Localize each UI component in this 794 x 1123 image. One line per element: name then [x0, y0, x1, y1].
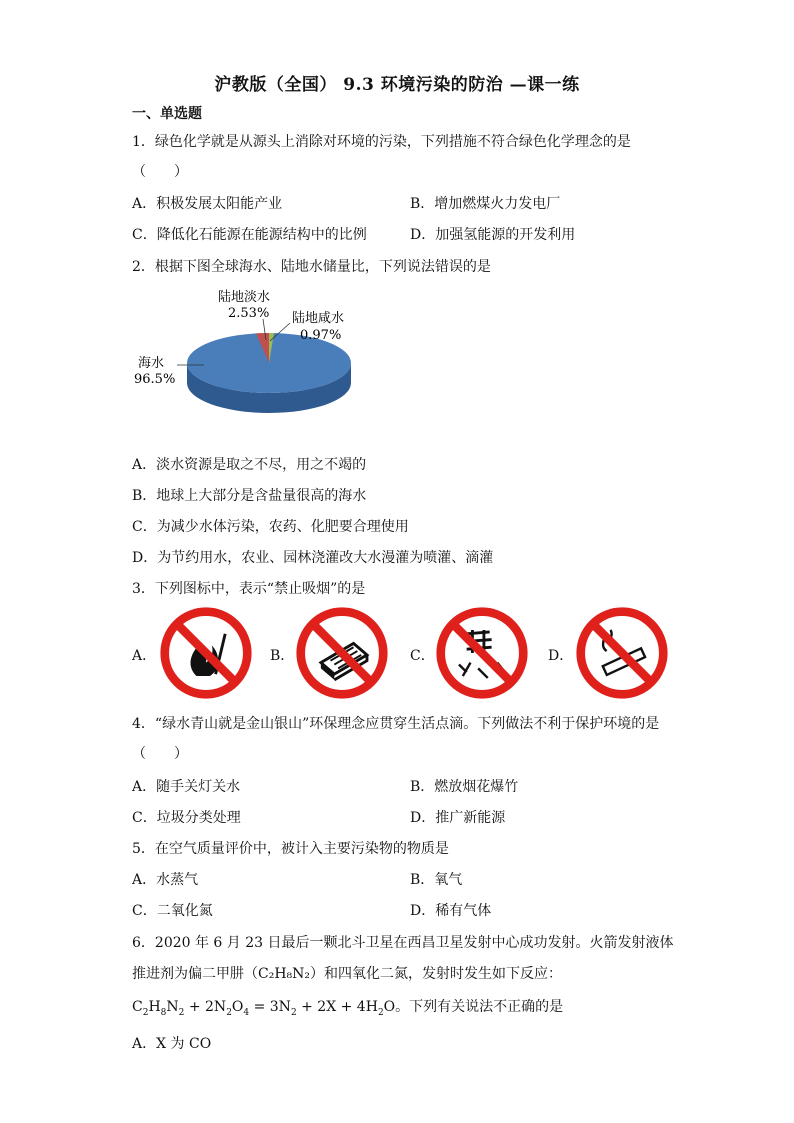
label-saltwater: 陆地咸水 — [292, 311, 345, 326]
q1-option-a[interactable]: A．积极发展太阳能产业 — [132, 196, 283, 212]
water-pie-chart — [132, 285, 362, 445]
q2-option-d[interactable]: D．为节约用水，农业、园林浇灌改大水漫灌为喷灌、滴灌 — [132, 550, 494, 566]
page-title: 沪教版（全国） 9.3 环境污染的防治 —课一练 — [214, 75, 580, 95]
label-freshwater: 陆地淡水 — [218, 290, 271, 305]
q2-option-a[interactable]: A．淡水资源是取之不尽，用之不竭的 — [132, 457, 367, 473]
q6-option-a[interactable]: A．X 为 CO — [132, 1036, 212, 1052]
q5-option-d[interactable]: D．稀有气体 — [410, 903, 492, 919]
q2-option-b[interactable]: B．地球上大部分是含盐量很高的海水 — [132, 488, 367, 504]
q5-option-a[interactable]: A．水蒸气 — [132, 872, 199, 888]
q4-paren: （ ） — [132, 746, 188, 762]
q4-option-d[interactable]: D．推广新能源 — [410, 810, 506, 826]
value-saltwater: 0.97% — [300, 328, 342, 343]
no-fireworks-sign-icon[interactable] — [434, 605, 530, 701]
q5-stem: 5．在空气质量评价中，被计入主要污染物的物质是 — [132, 841, 449, 857]
q3-option-c[interactable]: C． — [410, 648, 435, 664]
q1-option-b[interactable]: B．增加燃煤火力发电厂 — [410, 196, 561, 212]
no-open-flame-sign-icon[interactable] — [158, 605, 254, 701]
q6-stem-line1: 6．2020 年 6 月 23 日最后一颗北斗卫星在西昌卫星发射中心成功发射。火箭发射液体 — [132, 935, 674, 951]
no-matches-sign-icon[interactable] — [294, 605, 390, 701]
q4-option-a[interactable]: A．随手关灯关水 — [132, 779, 241, 795]
q6-reaction-equation: $C_2H_8N_2 + 2N_2O_4 = 3N_2 + 2X + 4H_2O$。下列有关说法不正确的是 — [132, 999, 564, 1018]
q1-option-c[interactable]: C．降低化石能源在能源结构中的比例 — [132, 227, 367, 243]
q1-paren: （ ） — [132, 164, 188, 180]
q1-stem: 1．绿色化学就是从源头上消除对环境的污染，下列措施不符合绿色化学理念的是 — [132, 134, 631, 150]
q2-option-c[interactable]: C．为减少水体污染，农药、化肥要合理使用 — [132, 519, 409, 535]
value-seawater: 96.5% — [134, 372, 176, 387]
q5-option-b[interactable]: B．氧气 — [410, 872, 463, 888]
q3-option-b[interactable]: B． — [270, 648, 295, 664]
label-seawater: 海水 — [138, 356, 165, 371]
q3-option-a[interactable]: A． — [132, 648, 157, 664]
q3-stem: 3．下列图标中，表示“禁止吸烟”的是 — [132, 581, 366, 597]
q5-option-c[interactable]: C．二氧化氮 — [132, 903, 213, 919]
q4-option-b[interactable]: B．燃放烟花爆竹 — [410, 779, 519, 795]
q4-option-c[interactable]: C．垃圾分类处理 — [132, 810, 241, 826]
q6-stem-line2: 推进剂为偏二甲肼（C₂H₈N₂）和四氧化二氮，发射时发生如下反应： — [132, 966, 563, 982]
q3-option-d[interactable]: D． — [548, 648, 574, 664]
q4-stem: 4．“绿水青山就是金山银山”环保理念应贯穿生活点滴。下列做法不利于保护环境的是 — [132, 716, 660, 732]
q1-option-d[interactable]: D．加强氢能源的开发利用 — [410, 227, 576, 243]
section-heading: 一、单选题 — [132, 106, 202, 122]
value-freshwater: 2.53% — [228, 306, 270, 321]
q2-stem: 2．根据下图全球海水、陆地水储量比，下列说法错误的是 — [132, 259, 491, 275]
no-smoking-sign-icon[interactable] — [574, 605, 670, 701]
